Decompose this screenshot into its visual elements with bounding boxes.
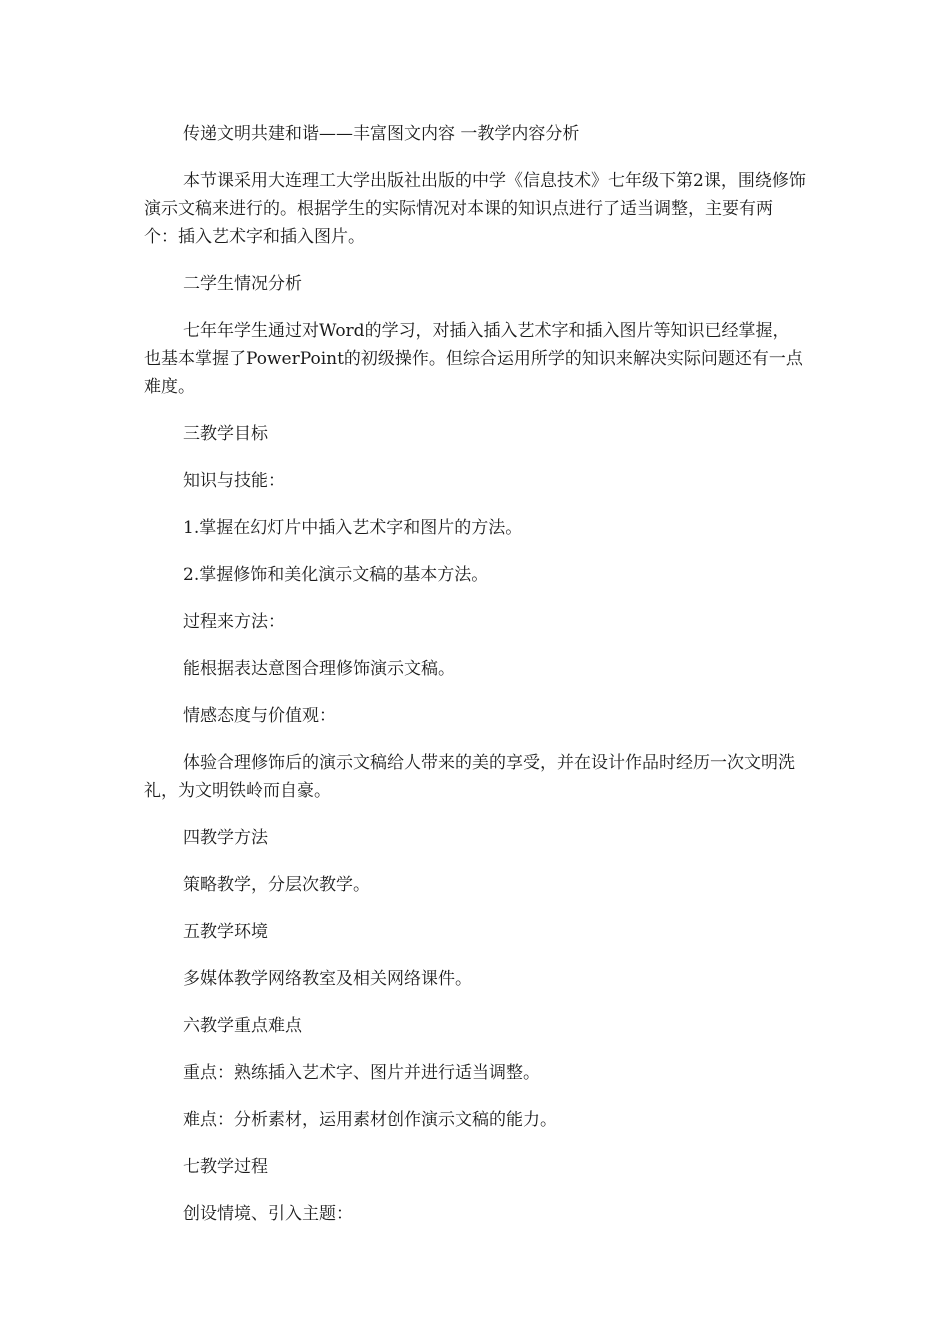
heading-key-difficulties: 六教学重点难点: [183, 1016, 302, 1036]
paragraph-content-analysis: 本节课采用大连理工大学出版社出版的中学《信息技术》七年级下第2课，围绕修饰演示文稿来进行的。根据学生的实际情况对本课的知识点进行了适当调整，主要有两个：插入艺术字和插入图片。: [144, 171, 806, 247]
heading-teaching-environment: 五教学环境: [183, 922, 268, 942]
document-title: 传递文明共建和谐——丰富图文内容 一教学内容分析: [183, 124, 580, 144]
subheading-knowledge-skills: 知识与技能：: [183, 471, 285, 491]
paragraph-create-context: 创设情境、引入主题：: [183, 1204, 353, 1224]
paragraph-attitude-values: 体验合理修饰后的演示文稿给人带来的美的享受，并在设计作品时经历一次文明洗礼，为文明铁岭而自豪。: [144, 753, 795, 801]
list-item-goal-1: 1.掌握在幻灯片中插入艺术字和图片的方法。: [183, 518, 523, 538]
subheading-process-method: 过程来方法：: [183, 612, 285, 632]
heading-teaching-method: 四教学方法: [183, 828, 268, 848]
paragraph-difficulty: 难点：分析素材，运用素材创作演示文稿的能力。: [183, 1110, 557, 1130]
document-body: [144, 120, 806, 1228]
subheading-attitude-values: 情感态度与价值观：: [183, 706, 336, 726]
list-item-goal-2: 2.掌握修饰和美化演示文稿的基本方法。: [183, 565, 489, 585]
paragraph-process-method: 能根据表达意图合理修饰演示文稿。: [183, 659, 455, 679]
paragraph-key-point: 重点：熟练插入艺术字、图片并进行适当调整。: [183, 1063, 540, 1083]
heading-teaching-goals: 三教学目标: [183, 424, 268, 444]
paragraph-teaching-environment: 多媒体教学网络教室及相关网络课件。: [183, 969, 472, 989]
paragraph-teaching-method: 策略教学，分层次教学。: [183, 875, 370, 895]
heading-teaching-process: 七教学过程: [183, 1157, 268, 1177]
heading-student-analysis: 二学生情况分析: [183, 274, 302, 294]
paragraph-student-analysis: 七年年学生通过对Word的学习，对插入插入艺术字和插入图片等知识已经掌握，也基本掌握了PowerPoint的初级操作。但综合运用所学的知识来解决实际问题还有一点难度。: [144, 321, 803, 397]
